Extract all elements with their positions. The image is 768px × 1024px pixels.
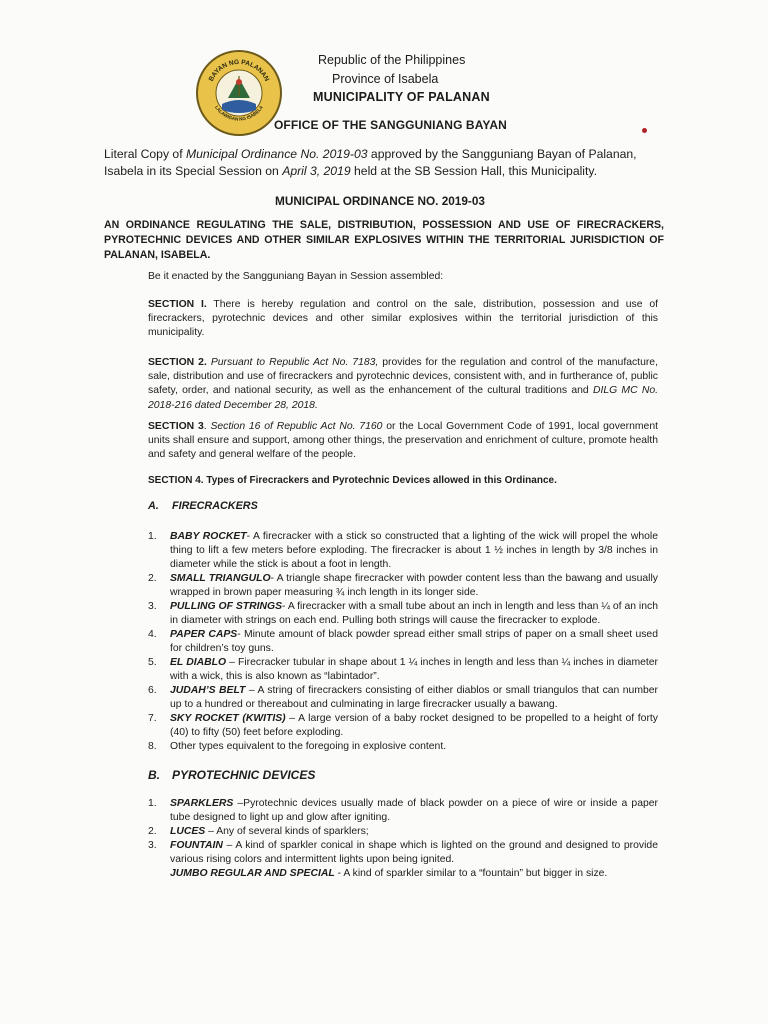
item-term: JUDAH’S BELT [170, 685, 246, 696]
intro-paragraph [104, 146, 664, 180]
item-number: 2. [148, 573, 157, 584]
intro-ordinance-ref: Municipal Ordinance No. 2019-03 [185, 147, 368, 161]
item-number: 6. [148, 685, 157, 696]
item-term: SKY ROCKET (KWITIS) [170, 713, 286, 724]
section-2-dilg-ref: DILG MC No. 2018-216 dated December 28, 2018. [148, 385, 658, 411]
item-text: – A string of firecrackers consisting of either diablos or small triangulos that can number up to a hundred or thereabout and culminating in large firecracker usually a bawang. [170, 685, 659, 710]
section-1-text: There is hereby regulation and control on the sale, distribution, possession and use of firecrackers, pyrotechnic devices and other similar explosives within the territorial jurisdiction of this municipality. [148, 299, 658, 339]
item-term: EL DIABLO [170, 657, 227, 668]
item-term: SMALL TRIANGULO [170, 573, 271, 584]
list-item [148, 839, 658, 881]
pyrotechnics-heading [148, 768, 315, 782]
item-text: - A firecracker with a small tube about an inch in length and less than ¼ of an inch in diameter with strings on each end. Pulling both strings will cause the firecracker to explode. [170, 601, 658, 626]
red-mark-icon [642, 128, 647, 133]
firecrackers-list [148, 530, 658, 754]
list-item [148, 530, 658, 572]
ordinance-description: AN ORDINANCE REGULATING THE SALE, DISTRIBUTION, POSSESSION AND USE OF FIRECRACKERS, PYROTECHNIC DEVICES AND OTHER SIMILAR EXPLOSIVES WITHIN THE TERRITORIAL JURISDICTION OF PALANAN, ISABELA. [104, 219, 664, 261]
item-text-jumbo: - A kind of sparkler similar to a “fountain” but bigger in size. [334, 868, 608, 879]
item-text: - A triangle shape firecracker with powder content less than the bawang and usually wrapped in brown paper measuring ¾ inch length in its longer side. [170, 573, 658, 598]
office-title: OFFICE OF THE SANGGUNIANG BAYAN [274, 118, 507, 132]
item-term: LUCES [170, 826, 206, 837]
section-2-text: provides for the regulation and control of the manufacture, sale, distribution and use of firecrackers and pyrotechnic devices, consistent with, and in furtherance of, public safety, order, and national security, as well as the enhancement of the cultural traditions and [148, 357, 658, 397]
item-number: 2. [148, 826, 157, 837]
section-2 [148, 356, 658, 413]
section-1 [148, 298, 658, 341]
item-text: – A large version of a baby rocket designed to be propelled to a height of forty (40) to fifty (50) feet before exploding. [170, 713, 658, 738]
pyrotechnics-title: PYROTECHNIC DEVICES [172, 768, 316, 782]
item-number: 1. [148, 798, 157, 809]
list-item [148, 628, 658, 656]
list-item [148, 572, 658, 600]
section-3 [148, 420, 658, 463]
seal-top-text: BAYAN NG PALANAN [207, 58, 271, 83]
section-2-label: SECTION 2. [148, 357, 207, 368]
pyrotechnics-list [148, 797, 658, 881]
list-item [148, 712, 658, 740]
list-item [148, 740, 658, 754]
seal-bottom-text: LALAWIGAN NG ISABELA [214, 104, 264, 122]
item-term: PULLING OF STRINGS [170, 601, 283, 612]
intro-date: April 3, 2019 [282, 164, 351, 178]
item-term: PAPER CAPS [170, 629, 238, 640]
list-item [148, 656, 658, 684]
item-text: –Pyrotechnic devices usually made of black powder on a piece of wire or inside a paper tube designed to light up and glow after igniting. [170, 798, 658, 823]
municipal-seal-icon [196, 50, 282, 136]
item-text: – Any of several kinds of sparklers; [205, 826, 369, 837]
intro-text-2: approved by the Sangguniang Bayan of Palanan, Isabela in its Special Session on [104, 147, 637, 178]
item-number: 5. [148, 657, 157, 668]
section-4: SECTION 4. Types of Firecrackers and Pyrotechnic Devices allowed in this Ordinance. [148, 475, 557, 486]
header-province: Province of Isabela [332, 72, 439, 86]
item-term: BABY ROCKET [170, 531, 247, 542]
item-number: 1. [148, 531, 157, 542]
header-republic: Republic of the Philippines [318, 53, 466, 67]
list-item [148, 684, 658, 712]
intro-text-1: Literal Copy of [104, 147, 186, 161]
firecrackers-letter: A. [148, 500, 159, 512]
pyrotechnics-letter: B. [148, 768, 160, 782]
item-number: 4. [148, 629, 157, 640]
item-number: 8. [148, 741, 157, 752]
item-term: SPARKLERS [170, 798, 234, 809]
firecrackers-heading [148, 500, 258, 512]
item-text: - Minute amount of black powder spread either small strips of paper on a small sheet used for children’s toy guns. [170, 629, 658, 654]
list-item [148, 797, 658, 825]
section-2-ra-ref: Pursuant to Republic Act No. 7183, [206, 357, 379, 368]
firecrackers-title: FIRECRACKERS [172, 500, 258, 512]
list-item [148, 600, 658, 628]
section-3-ra-ref: Section 16 of Republic Act No. 7160 [210, 421, 383, 432]
item-number: 3. [148, 840, 157, 851]
list-item [148, 825, 658, 839]
seal-graphic [198, 52, 280, 134]
item-number: 7. [148, 713, 157, 724]
section-3-text: or the Local Government Code of 1991, local government units shall ensure and support, among other things, the preservation and enrichment of culture, promote health and safety and general welfare of the people. [148, 421, 659, 461]
section-1-label: SECTION I. [148, 299, 207, 310]
item-text: – Firecracker tubular in shape about 1 ¼ inches in length and less than ¼ inches in diameter with a wick, this is also known as “labintador”. [170, 657, 658, 682]
item-text: Other types equivalent to the foregoing in explosive content. [170, 741, 447, 752]
ordinance-title: MUNICIPAL ORDINANCE NO. 2019-03 [275, 194, 485, 208]
enacting-clause: Be it enacted by the Sangguniang Bayan in Session assembled: [148, 271, 444, 282]
intro-text-3: held at the SB Session Hall, this Municipality. [350, 164, 597, 178]
header-municipality: MUNICIPALITY OF PALANAN [313, 90, 490, 104]
section-3-label: SECTION 3 [148, 421, 204, 432]
item-term-jumbo: JUMBO REGULAR AND SPECIAL [170, 868, 335, 879]
section-3-dot: . [203, 421, 211, 432]
item-text: – A kind of sparkler conical in shape which is lighted on the ground and designed to provide various rising colors and intermittent lights upon being ignited. [170, 840, 658, 865]
item-term: FOUNTAIN [170, 840, 223, 851]
item-text: - A firecracker with a stick so constructed that a lighting of the wick will propel the whole thing to lift a few meters before exploding. The firecracker is about 1 ½ inches in length by 3/8 inches in diameter while the stick is about a foot in length. [170, 531, 658, 570]
item-number: 3. [148, 601, 157, 612]
